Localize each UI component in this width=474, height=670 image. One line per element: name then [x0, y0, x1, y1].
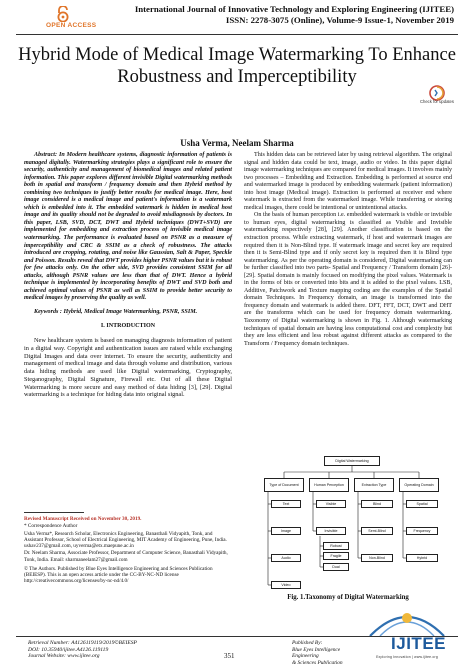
taxonomy-category-document: Type of Document [264, 478, 304, 492]
header-divider [16, 34, 458, 35]
publisher-info [292, 640, 362, 666]
journal-website[interactable]: Journal Website: www.ijitee.org [28, 653, 100, 660]
published-by-label: Published By: [292, 640, 323, 646]
author-affiliation-1: Usha Verma*, Research Scholar, Electronics Engineering, Banasthali Vidyapith, Tonk, and Assistant Professor, School of Electrical Engineering, MIT Academy of Engineering, Pune, India. ushav237@gmail.com, uyverma@etx.maepune.ac.in [24, 530, 227, 549]
taxonomy-category-domain: Operating Domain [399, 478, 439, 492]
abstract: Abstract: In Modern healthcare systems, diagnostic information of patients is managed digitally. Watermarking strategies plays a significant role to ensure the security, authenticity and management of biomedical images and related patient information. This paper explores different invisible Digital watermarking methods both in spatial and transform / frequency domain and then Hybrid method by combining two techniques to justify better results for medical image. Here, host image considered is a medical image and patient's information is a watermark which is embedded into it. The embedded watermark is hidden in medical host image and its quality should not be degraded to avoid misdiagnosis by doctors. In this paper, LSB, SVD, DCT, DWT and Hybrid techniques (DWT+SVD) are implemented for embedding and extraction process of invisible medical image watermarking. The performance is evaluated based on PSNR as a measure of imperceptibility and CRC & SSIM as a check of robustness. The attacks introduced are cropping, rotating, and noise like Gaussian, Salt & Paper, Speckle and Poisson. Results reveal that DWT provides higher PSNR values but it is robust for few attacks only. On the other side, SVD provides consistent SSIM for all attacks, although PSNR values are less than that of DWT. Hence a hybrid technique is implemented by incorporating benefits of DWT and SVD both and achieved optimal values of PSNR as well as SSIM to provide better security to medical images by preserving the quality as well. [24, 152, 232, 302]
taxonomy-semi-blind: Semi-Blind [361, 527, 393, 535]
taxonomy-spatial: Spatial [406, 500, 438, 508]
taxonomy-diagram [262, 452, 442, 592]
body-paragraph-1: This hidden data can be retrieved later by using retrieval algorithm. The original signal and hidden data could be text, image, audio or video. In this paper digital image watermarking techniques are compared for medical images. It involves mainly two processes – Embedding and Extraction. Embedding is performed at source end and watermarked image is produced by embedding watermark (patient information) into host image (Medical image). Extraction is performed at receiver end where watermark is extracted from the watermarked image. While transferring or storing medical images, there could be intentional or unintentional attacks. [244, 152, 452, 211]
taxonomy-doc-video: Video [271, 581, 301, 589]
taxonomy-doc-audio: Audio [271, 554, 301, 562]
footer-metadata [28, 640, 178, 660]
copyright-notice: © The Authors. Published by Blue Eyes Intelligence Engineering and Sciences Publication (BEIESP). This is an open access article under the CC-BY-NC-ND license http://creativecommons.org/licenses/by-nc-nd/4.0/ [24, 565, 213, 584]
open-access-label: OPEN ACCESS [46, 22, 97, 29]
publisher-name-1: Blue Eyes Intelligence Engineering [292, 646, 341, 660]
taxonomy-hybrid: Hybrid [406, 554, 438, 562]
publisher-name-2: & Sciences Publication [292, 659, 343, 666]
journal-header [124, 4, 454, 26]
introduction-paragraph: New healthcare system is based on managing diagnosis information of patient in a digital way. Copyright and authentication issues are raised while exchanging Digital Images and data over internet. To ensure the security, authenticity and management of medical image and data through volume and distribution, various data hiding methods are used like Digital watermarking, Cryptography, Steganography, Digital Signature, Firewall etc. Out of all these Digital Watermarking is more secure and easy method of data hiding [3], [29]. Digital watermarking is a technique for hiding data into original signal. [24, 337, 232, 399]
doi: DOI: 10.35940/ijitee.A4126.119119 [28, 646, 109, 653]
section-heading-introduction: I. INTRODUCTION [100, 323, 156, 330]
taxonomy-dual: Dual [323, 563, 349, 571]
footer-divider [16, 636, 458, 637]
author-affiliation-2: Dr. Neelam Sharma, Associate Professor, Department of Computer Science, Banasthali Vidyapith, Tonk, India. Email: sharmaneelam27@gmail.com [24, 550, 228, 563]
revised-date: Revised Manuscript Received on November 30, 2019. [24, 516, 142, 522]
taxonomy-category-perception: Human Perception [309, 478, 349, 492]
keywords: Keywords : Hybrid, Medical Image Watermarking, PSNR, SSIM. [34, 308, 198, 315]
journal-logo-tagline: Exploring Innovation | www.ijitee.org [376, 655, 438, 659]
check-for-updates-label[interactable]: Check for updates [420, 99, 454, 104]
paper-title: Hybrid Mode of Medical Image Watermarking To Enhance Robustness and Imperceptibility [18, 45, 456, 87]
taxonomy-connectors [262, 452, 442, 592]
taxonomy-non-blind: Non-Blind [361, 554, 393, 562]
taxonomy-fragile: Fragile [323, 552, 349, 560]
author-notes [24, 512, 232, 585]
journal-name: International Journal of Innovative Technology and Exploring Engineering (IJITEE) [134, 4, 454, 14]
taxonomy-doc-image: Image [271, 527, 301, 535]
taxonomy-invisible: Invisible [316, 527, 346, 535]
taxonomy-robust: Robust [323, 542, 349, 550]
journal-logo-text: IJITEE [391, 634, 446, 653]
paper-authors: Usha Verma, Neelam Sharma [180, 138, 294, 148]
retrieval-number: Retrieval Number: A4126119119/2019©BEIESP [28, 640, 137, 646]
taxonomy-category-extraction: Extraction Type [354, 478, 394, 492]
taxonomy-blind: Blind [361, 500, 393, 508]
taxonomy-frequency: Frequency [406, 527, 438, 535]
notes-divider [24, 512, 84, 513]
left-column [24, 152, 232, 399]
correspondence-label: * Correspondence Author [24, 523, 78, 530]
taxonomy-root: Digital Watermarking [324, 456, 380, 466]
journal-issn: ISSN: 2278-3075 (Online), Volume-9 Issue-1, November 2019 [225, 15, 454, 25]
right-column [244, 152, 452, 348]
open-access-logo [24, 6, 104, 29]
taxonomy-visible: Visible [316, 500, 346, 508]
page-number: 351 [224, 652, 235, 660]
figure-caption: Fig. 1.Taxonomy of Digital Watermarking [287, 594, 409, 601]
taxonomy-doc-text: Text [271, 500, 301, 508]
open-lock-icon [54, 6, 72, 22]
body-paragraph-2: On the basis of human perception i.e. embedded watermark is visible or invisible to human eyes, digital watermarking is classified as Visible and Invisible watermarking respectively [28], [29]. Another classification is based on the extraction process. While extracting watermark, if host and watermark images are required then it is Non-Blind type. If watermark image and secret key are required then it is Semi-Blind type and if only secret key is required then it is Blind type watermarking. As per the operating domain is considered, Digital watermarking can be further classified into two parts- Spatial and Frequency / Transform domain [26]-[29]. Spatial domain is mainly focused on modifying the pixel values. Watermark is in the forms of bits or converted into bits and it is added to the pixel values. LSB, Additive, Patchwork and Texture mapping coding are the examples of the Spatial domain Techniques. In Frequency domain, an image is transformed into the frequency domain and watermark is added there. DFT, FFT, DCT, DWT and DHT are the transforms which can be used for frequency domain watermarking. Taxonomy of Digital watermarking is shown in Fig. 1. Although watermarking techniques of spatial domain are having less computational cost and complexity but they are less efficient and less robust against different attacks as compared to the Transform / Frequency domain techniques. [244, 212, 452, 347]
